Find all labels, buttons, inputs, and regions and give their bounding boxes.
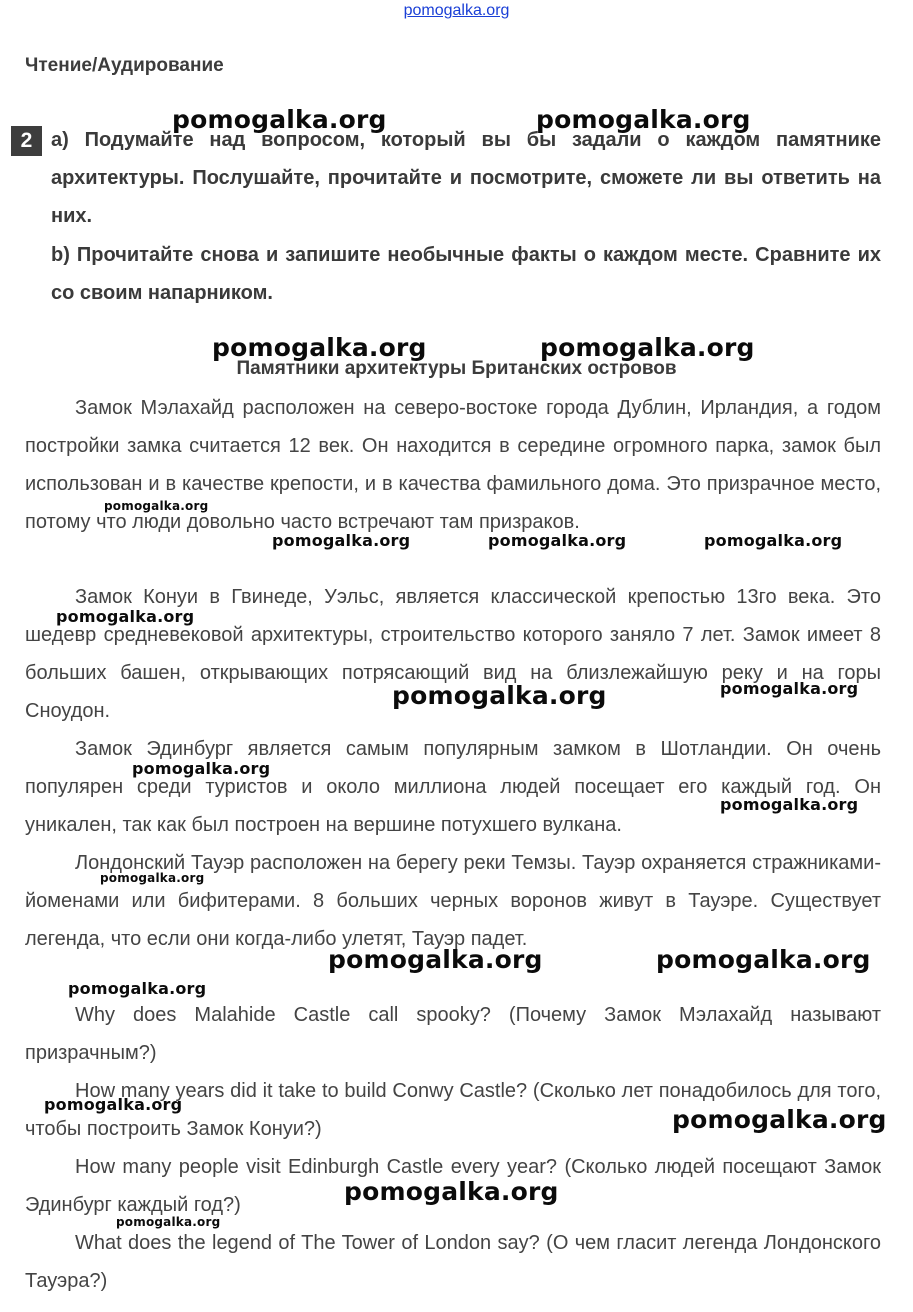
watermark: pomogalka.org <box>392 681 607 710</box>
question-conwy: How many years did it take to build Conwy Castle? (Сколько лет понадобилось для того, чтобы построить Замок Конуи?) <box>25 1080 881 1140</box>
watermark: pomogalka.org <box>656 945 871 974</box>
watermark: pomogalka.org <box>720 679 859 698</box>
exercise-number-badge: 2 <box>11 126 42 156</box>
watermark: pomogalka.org <box>720 795 859 814</box>
watermark: pomogalka.org <box>488 531 627 550</box>
task-b-text: b) Прочитайте снова и запишите необычные факты о каждом месте. Сравните их со своим напарником. <box>51 244 881 304</box>
watermark: pomogalka.org <box>212 333 427 362</box>
watermark: pomogalka.org <box>328 945 543 974</box>
watermark: pomogalka.org <box>116 1215 221 1229</box>
paragraph-malahide: Замок Мэлахайд расположен на северо-востоке города Дублин, Ирландия, а годом постройки замка считается 12 век. Он находится в середине огромного парка, замок был использован и в качестве крепости, и в качества фамильного дома. Это призрачное место, потому что люди довольно часто встречают там призраков. <box>25 397 881 533</box>
article-title: Памятники архитектуры Британских островов <box>236 358 677 379</box>
watermark: pomogalka.org <box>44 1095 183 1114</box>
paragraph-edinburgh: Замок Эдинбург является самым популярным замком в Шотландии. Он очень популярен среди туристов и около миллиона людей посещает его каждый год. Он уникален, так как был построен на вершине потухшего вулкана. <box>25 738 881 836</box>
watermark: pomogalka.org <box>272 531 411 550</box>
watermark: pomogalka.org <box>536 105 751 134</box>
question-edinburgh: How many people visit Edinburgh Castle every year? (Сколько людей посещают Замок Эдинбург каждый год?) <box>25 1156 881 1216</box>
watermark: pomogalka.org <box>104 499 209 513</box>
watermark: pomogalka.org <box>540 333 755 362</box>
watermark: pomogalka.org <box>100 871 205 885</box>
site-link[interactable]: pomogalka.org <box>403 2 510 19</box>
watermark: pomogalka.org <box>68 979 207 998</box>
question-malahide: Why does Malahide Castle call spooky? (Почему Замок Мэлахайд называют призрачным?) <box>25 1004 881 1064</box>
watermark: pomogalka.org <box>704 531 843 550</box>
section-title: Чтение/Аудирование <box>25 55 224 76</box>
paragraph-tower: Лондонский Тауэр расположен на берегу реки Темзы. Тауэр охраняется стражниками-йоменами или бифитерами. 8 больших черных воронов живут в Тауэре. Существует легенда, что если они когда-либо улетят, Тауэр падет. <box>25 852 881 950</box>
watermark: pomogalka.org <box>672 1105 887 1134</box>
question-tower: What does the legend of The Tower of London say? (О чем гласит легенда Лондонского Тауэра?) <box>25 1232 881 1292</box>
watermark: pomogalka.org <box>56 607 195 626</box>
watermark: pomogalka.org <box>344 1177 559 1206</box>
watermark: pomogalka.org <box>172 105 387 134</box>
watermark: pomogalka.org <box>132 759 271 778</box>
task-a-text: a) Подумайте над вопросом, который вы бы задали о каждом памятнике архитектуры. Послушайте, прочитайте и посмотрите, сможете ли вы ответить на них. <box>51 129 881 227</box>
paragraph-conwy: Замок Конуи в Гвинеде, Уэльс, является классической крепостью 13го века. Это шедевр средневековой архитектуры, строительство которого заняло 7 лет. Замок имеет 8 больших башен, открывающих потрясающий вид на близлежайшую реку и на горы Сноудон. <box>25 586 881 722</box>
